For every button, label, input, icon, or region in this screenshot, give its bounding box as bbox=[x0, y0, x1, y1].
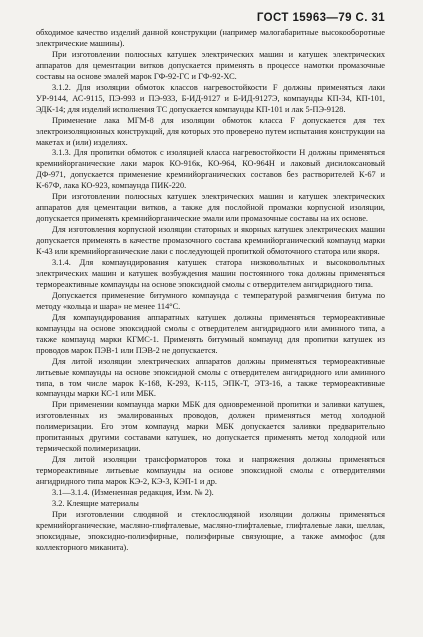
paragraph: При изготовлении полюсных катушек электрических машин и катушек электрических аппаратов для цементации витков, а также для послойной промазки корпусной изоляции, допускается применять кремнийорганические эмали или промазочные составы на их основе. bbox=[36, 192, 385, 224]
paragraph: Допускается применение битумного компаунда с температурой размягчения битума по методу «кольца и шара» не менее 114°С. bbox=[36, 290, 385, 311]
page-header: ГОСТ 15963—79 С. 31 bbox=[256, 12, 385, 24]
document-body bbox=[36, 28, 385, 554]
paragraph: 3.1.4. Для компаундирования катушек статора низковольтных и высоковольтных электрических машин и катушек возбуждения машин постоянного тока должны применяться термореактивные компаунды на основе эпоксидной смолы с отвердителем ангидридного типа. bbox=[36, 258, 385, 289]
paragraph: При изготовлении полюсных катушек электрических машин и катушек электрических аппаратов для цементации витков допускается применять в процессе намотки промазочные составы на основе эмалей марок ГФ-92-ГС и ГФ-92-ХС. bbox=[36, 49, 385, 81]
paragraph: Для литой изоляции электрических аппаратов должны применяться термореактивные литьевые компаунды на основе эпоксидной смолы с отвердителем ангидридного или аминного типа, в том числе марок К-168, К-293, К-115, ЭПК-Т, ЭТЗ-16, а также термореактивные компаунды марки КС-1 или МБК. bbox=[36, 356, 385, 399]
paragraph: обходимое качество изделий данной конструкции (например малогабаритные высокооборотные электрические машины). bbox=[36, 28, 385, 48]
paragraph: При изготовлении слюдяной и стеклослюдяной изоляции должны применяться кремнийорганические, масляно-глифталевые, масляно-глифталевые, глифталевые лаки, шеллак, эпоксидные, эпоксидно-полиэфирные, полиэфирные связующие, а также аммофос (для коллекторного миканита). bbox=[36, 509, 385, 552]
paragraph: 3.1—3.1.4. (Измененная редакция, Изм. № 2). bbox=[52, 488, 214, 498]
paragraph: 3.2. Клеящие материалы bbox=[52, 498, 139, 508]
paragraph: Применение лака МГМ-8 для изоляции обмоток класса F допускается для тех электроизоляционных конструкций, для которых это проверено путем испытания конструкции на макетах и (или) изделиях. bbox=[36, 115, 385, 147]
paragraph: 3.1.3. Для пропитки обмоток с изоляцией класса нагревостойкости Н должны применяться кремнийорганические лаки марок КО-916к, КО-964, КО-964Н и лаковый дисилоксановый ДФ-971, допускается применение кремнийорганических составов без растворителей К-67 и К-67Ф, лака КО-923, компаунда ПИК-220. bbox=[36, 148, 385, 191]
paragraph: Для компаундирования аппаратных катушек должны применяться термореактивные компаунды на основе эпоксидной смолы с отвердителем ангидридного или аминного типа, а также компаунд марки КГМС-1. Применять битумный компаунд для пропитки катушек из проводов марок ПЭВ-1 или ПЭВ-2 не допускается. bbox=[36, 312, 385, 355]
paragraph: 3.1.2. Для изоляции обмоток классов нагревостойкости F должны применяться лаки УР-9144, АС-9115, ПЭ-993 и ПЭ-933, Б-ИД-9127 и Б-ИД-9127Э, компаунды КП-34, КП-101, ЭДК-14; для изделий исполнения ТС допускается компаунды КП-101 и лак 5-ПЭ-9128. bbox=[36, 82, 385, 114]
paragraph: При применении компаунда марки МБК для одновременной пропитки и заливки катушек, изготовленных из эмалированных проводов, должен применяться метод холодной полимеризации. Его этом компаунд марки МБК допускается заливки предварительно пропитанных другими составами катушек, но допускается применять метод холодной или термической полимеризации. bbox=[36, 400, 385, 454]
paragraph: Для изготовления корпусной изоляции статорных и якорных катушек электрических машин допускается применять в качестве промазочного состава кремнийорганический компаунд марки К-43 или кремнийорганические лаки с последующей пропиткой обмоточного статора или якоря. bbox=[36, 225, 385, 257]
paragraph: Для литой изоляции трансформаторов тока и напряжения должны применяться термореактивные литьевые компаунды на основе эпоксидной смолы с отвердителями ангидридного типа марок КЭ-2, КЭ-3, КЭП-1 и др. bbox=[36, 455, 385, 487]
